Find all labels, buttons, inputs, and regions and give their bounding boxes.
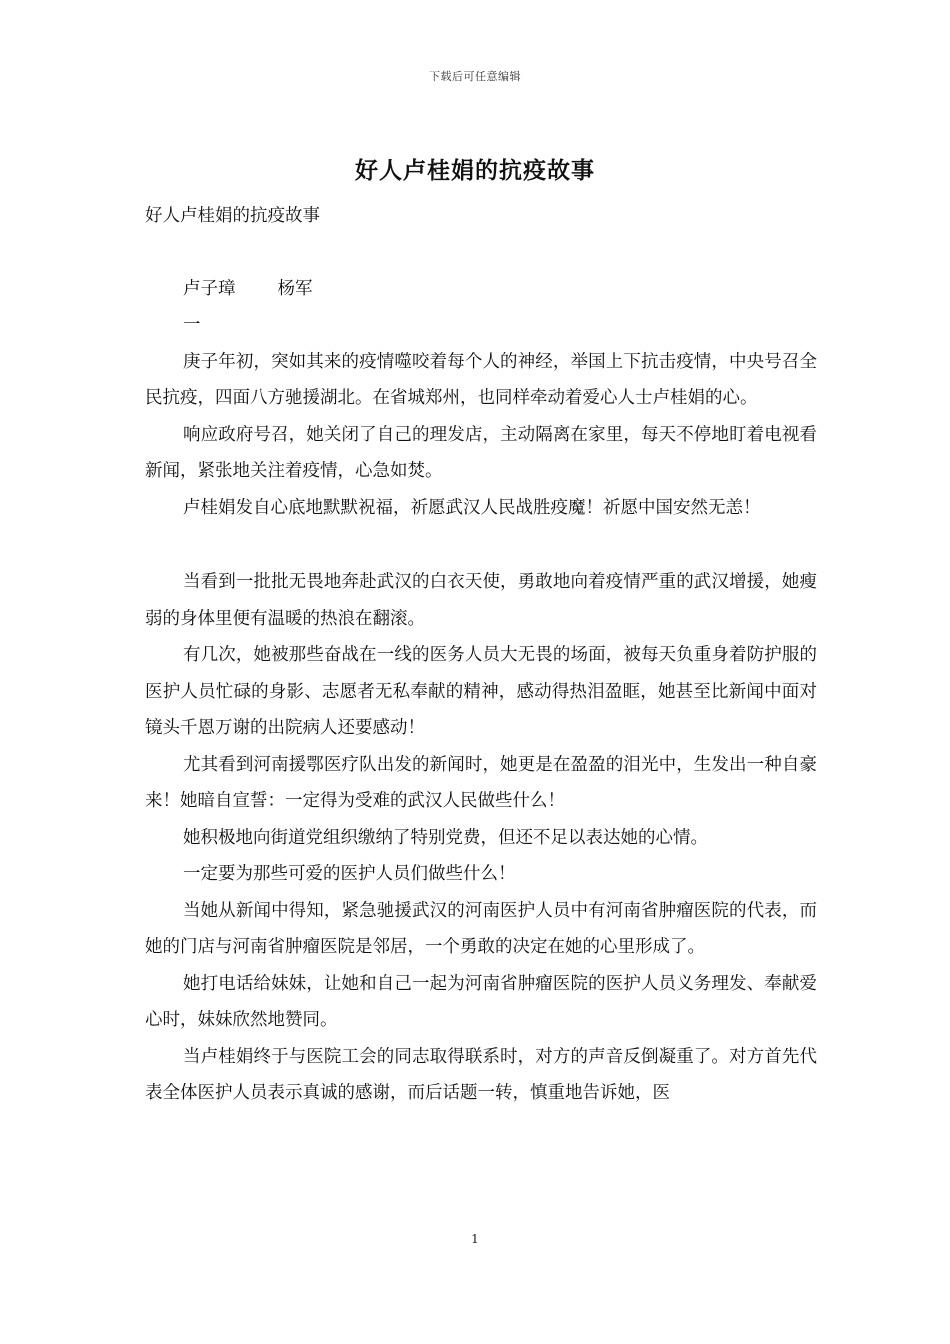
paragraph: 庚子年初，突如其来的疫情噬咬着每个人的神经，举国上下抗击疫情，中央号召全民抗疫，四面八方驰援湖北。在省城郑州，也同样牵动着爱心人士卢桂娟的心。 — [145, 351, 817, 408]
paragraph: 响应政府号召，她关闭了自己的理发店，主动隔离在家里，每天不停地盯着电视看新闻，紧张地关注着疫情，心急如焚。 — [145, 424, 817, 481]
paragraph: 当看到一批批无畏地奔赴武汉的白衣天使，勇敢地向着疫情严重的武汉增援，她瘦弱的身体里便有温暖的热浪在翻滚。 — [145, 572, 817, 629]
paragraph: 她积极地向街道党组织缴纳了特别党费，但还不足以表达她的心情。 — [183, 827, 708, 848]
paragraph: 当卢桂娟终于与医院工会的同志取得联系时，对方的声音反倒凝重了。对方首先代表全体医护人员表示真诚的感谢，而后话题一转，慎重地告诉她，医 — [145, 1046, 817, 1103]
section-mark: 一 — [183, 315, 201, 335]
paragraph: 一定要为那些可爱的医护人员们做些什么！ — [183, 864, 516, 884]
paragraph: 她打电话给妹妹，让她和自己一起为河南省肿瘤医院的医护人员义务理发、奉献爱心时，妹妹欣然地赞同。 — [145, 973, 817, 1030]
paragraph: 当她从新闻中得知，紧急驰援武汉的河南医护人员中有河南省肿瘤医院的代表，而她的门店与河南省肿瘤医院是邻居，一个勇敢的决定在她的心里形成了。 — [145, 900, 817, 957]
subtitle: 好人卢桂娟的抗疫故事 — [145, 206, 320, 226]
spacer — [145, 526, 817, 564]
paragraph: 有几次，她被那些奋战在一线的医务人员大无畏的场面，被每天负重身着防护服的医护人员忙碌的身影、志愿者无私奉献的精神，感动得热泪盈眶，她甚至比新闻中面对镜头千恩万谢的出院病人还要感动！ — [145, 645, 817, 738]
document-title: 好人卢桂娟的抗疫故事 — [355, 157, 595, 184]
spacer — [145, 235, 817, 271]
author-line — [145, 271, 817, 308]
author-name: 杨军 — [277, 278, 313, 299]
page-number: 1 — [471, 1232, 479, 1246]
paragraph: 卢桂娟发自心底地默默祝福，祈愿武汉人民战胜疫魔！祈愿中国安然无恙！ — [183, 497, 761, 518]
document-body — [145, 198, 817, 1112]
header-note: 下载后可任意编辑 — [429, 70, 521, 83]
paragraph: 尤其看到河南援鄂医疗队出发的新闻时，她更是在盈盈的泪光中，生发出一种自豪来！她暗自宣誓：一定得为受难的武汉人民做些什么！ — [145, 754, 817, 811]
author-name: 卢子璋 — [183, 278, 236, 299]
